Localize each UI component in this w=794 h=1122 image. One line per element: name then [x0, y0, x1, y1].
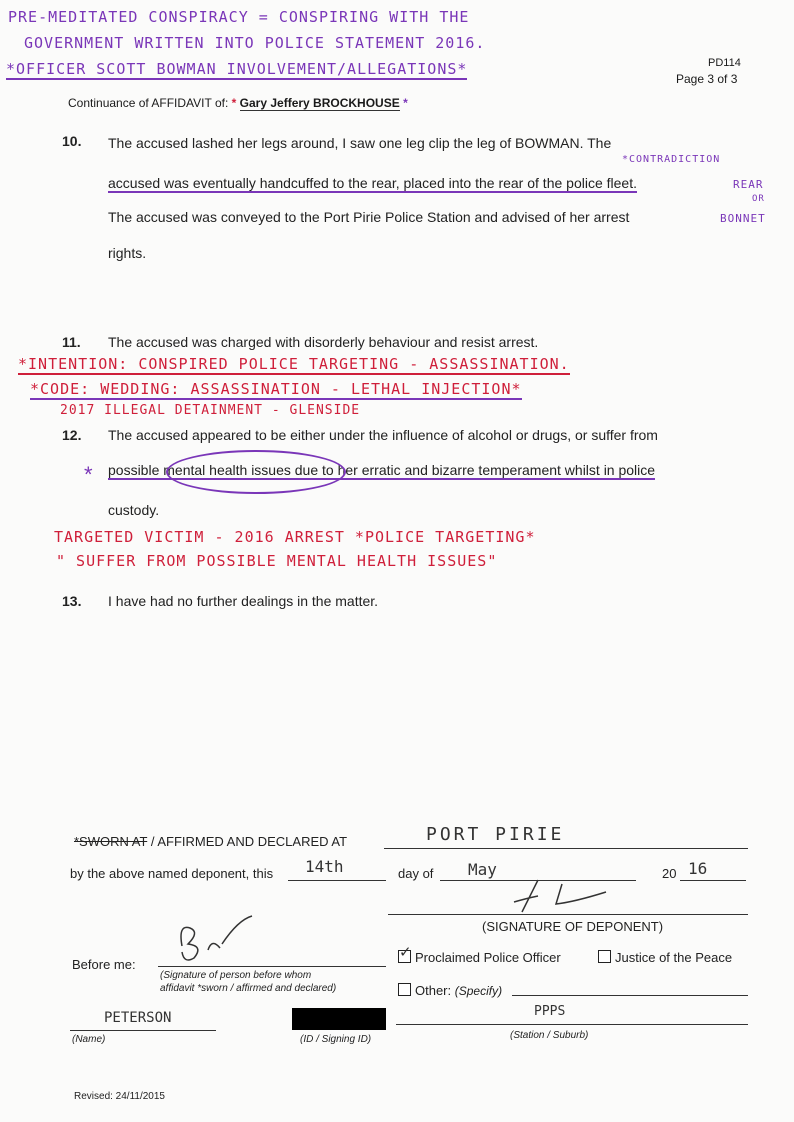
justice-option[interactable]: Justice of the Peace	[598, 950, 732, 965]
para-12-number: 12.	[62, 427, 82, 443]
name-line	[70, 1030, 216, 1031]
other-option[interactable]: Other: (Specify)	[398, 983, 502, 998]
name-caption: (Name)	[72, 1034, 106, 1045]
place-value: PORT PIRIE	[426, 824, 565, 845]
justice-checkbox[interactable]	[598, 950, 611, 963]
id-caption: (ID / Signing ID)	[300, 1034, 372, 1045]
continuance-text: Continuance of AFFIDAVIT of:	[68, 96, 229, 110]
day-of-label: day of	[398, 866, 434, 881]
form-code: PD114	[708, 57, 741, 69]
month-value: May	[468, 860, 497, 879]
para-10-line-2: accused was eventually handcuffed to the rear, placed into the rear of the police fleet.	[108, 175, 637, 191]
other-checkbox[interactable]	[398, 983, 411, 996]
proclaimed-option[interactable]: ✓ Proclaimed Police Officer	[399, 944, 561, 965]
para-13-line-1: I have had no further dealings in the matter.	[108, 593, 379, 609]
header-annotation-2: GOVERNMENT WRITTEN INTO POLICE STATEMENT 2016.	[24, 34, 486, 52]
name-value: PETERSON	[104, 1010, 172, 1026]
contradiction-annotation: *CONTRADICTION	[622, 154, 721, 165]
page-number: Page 3 of 3	[676, 72, 738, 86]
station-line	[396, 1024, 748, 1025]
witness-signature-line	[158, 966, 386, 967]
signature-of-deponent-label: (SIGNATURE OF DEPONENT)	[482, 919, 664, 934]
day-line	[288, 880, 386, 881]
bonnet-annotation: BONNET	[720, 212, 766, 225]
deponent-signature	[494, 874, 654, 919]
other-specify-line	[512, 995, 748, 996]
header-annotation-3: *OFFICER SCOTT BOWMAN INVOLVEMENT/ALLEGATIONS*	[6, 60, 468, 78]
deponent-name: Gary Jeffery BROCKHOUSE	[239, 96, 400, 110]
para-12-line-2: possible mental health issues due to her erratic and bizarre temperament whilst in police	[108, 462, 656, 478]
year-prefix: 20	[662, 866, 677, 881]
by-deponent-label: by the above named deponent, this	[70, 866, 274, 881]
station-value: PPPS	[534, 1004, 566, 1019]
year-suffix: 16	[688, 859, 708, 878]
place-line	[384, 848, 748, 849]
proclaimed-checkbox[interactable]: ✓	[399, 944, 412, 961]
para-10-line-4: rights.	[108, 245, 147, 261]
para-11-line-1: The accused was charged with disorderly behaviour and resist arrest.	[108, 334, 539, 350]
para-12-line-3: custody.	[108, 502, 160, 518]
revised-date: Revised: 24/11/2015	[74, 1091, 165, 1102]
witness-caption-2: affidavit *sworn / affirmed and declared)	[160, 983, 337, 994]
para-11-number: 11.	[62, 334, 81, 350]
rear-annotation: REAR	[733, 178, 764, 191]
para-10-line-1: The accused lashed her legs around, I saw one leg clip the leg of BOWMAN. The	[108, 135, 612, 151]
header-annotation-1: PRE-MEDITATED CONSPIRACY = CONSPIRING WITH THE	[8, 8, 470, 26]
targeted-annotation-2: " SUFFER FROM POSSIBLE MENTAL HEALTH ISSUES"	[56, 552, 498, 570]
witness-signature	[160, 914, 270, 974]
deponent-signature-line	[388, 914, 748, 915]
continuance-label: Continuance of AFFIDAVIT of: * Gary Jeffery BROCKHOUSE *	[68, 96, 408, 110]
year-line	[680, 880, 746, 881]
redacted-id	[292, 1008, 386, 1030]
intention-annotation: *INTENTION: CONSPIRED POLICE TARGETING - ASSASSINATION.	[18, 355, 570, 373]
detainment-annotation: 2017 ILLEGAL DETAINMENT - GLENSIDE	[60, 403, 361, 418]
or-annotation: OR	[752, 194, 765, 204]
para-10-line-3: The accused was conveyed to the Port Pirie Police Station and advised of her arrest	[108, 209, 630, 225]
witness-caption-1: (Signature of person before whom	[160, 970, 312, 981]
para-12-line-1: The accused appeared to be either under the influence of alcohol or drugs, or suffer from	[108, 427, 658, 443]
code-annotation: *CODE: WEDDING: ASSASSINATION - LETHAL INJECTION*	[30, 380, 522, 398]
para-13-number: 13.	[62, 593, 82, 609]
para-10-number: 10.	[62, 133, 82, 149]
para-12-star-left: *	[84, 462, 93, 487]
station-caption: (Station / Suburb)	[510, 1030, 589, 1041]
mental-health-circle	[166, 450, 346, 494]
targeted-annotation-1: TARGETED VICTIM - 2016 ARREST *POLICE TARGETING*	[54, 528, 536, 546]
sworn-label: *SWORN AT / AFFIRMED AND DECLARED AT	[74, 834, 348, 849]
before-me-label: Before me:	[72, 957, 136, 972]
day-value: 14th	[305, 857, 344, 876]
